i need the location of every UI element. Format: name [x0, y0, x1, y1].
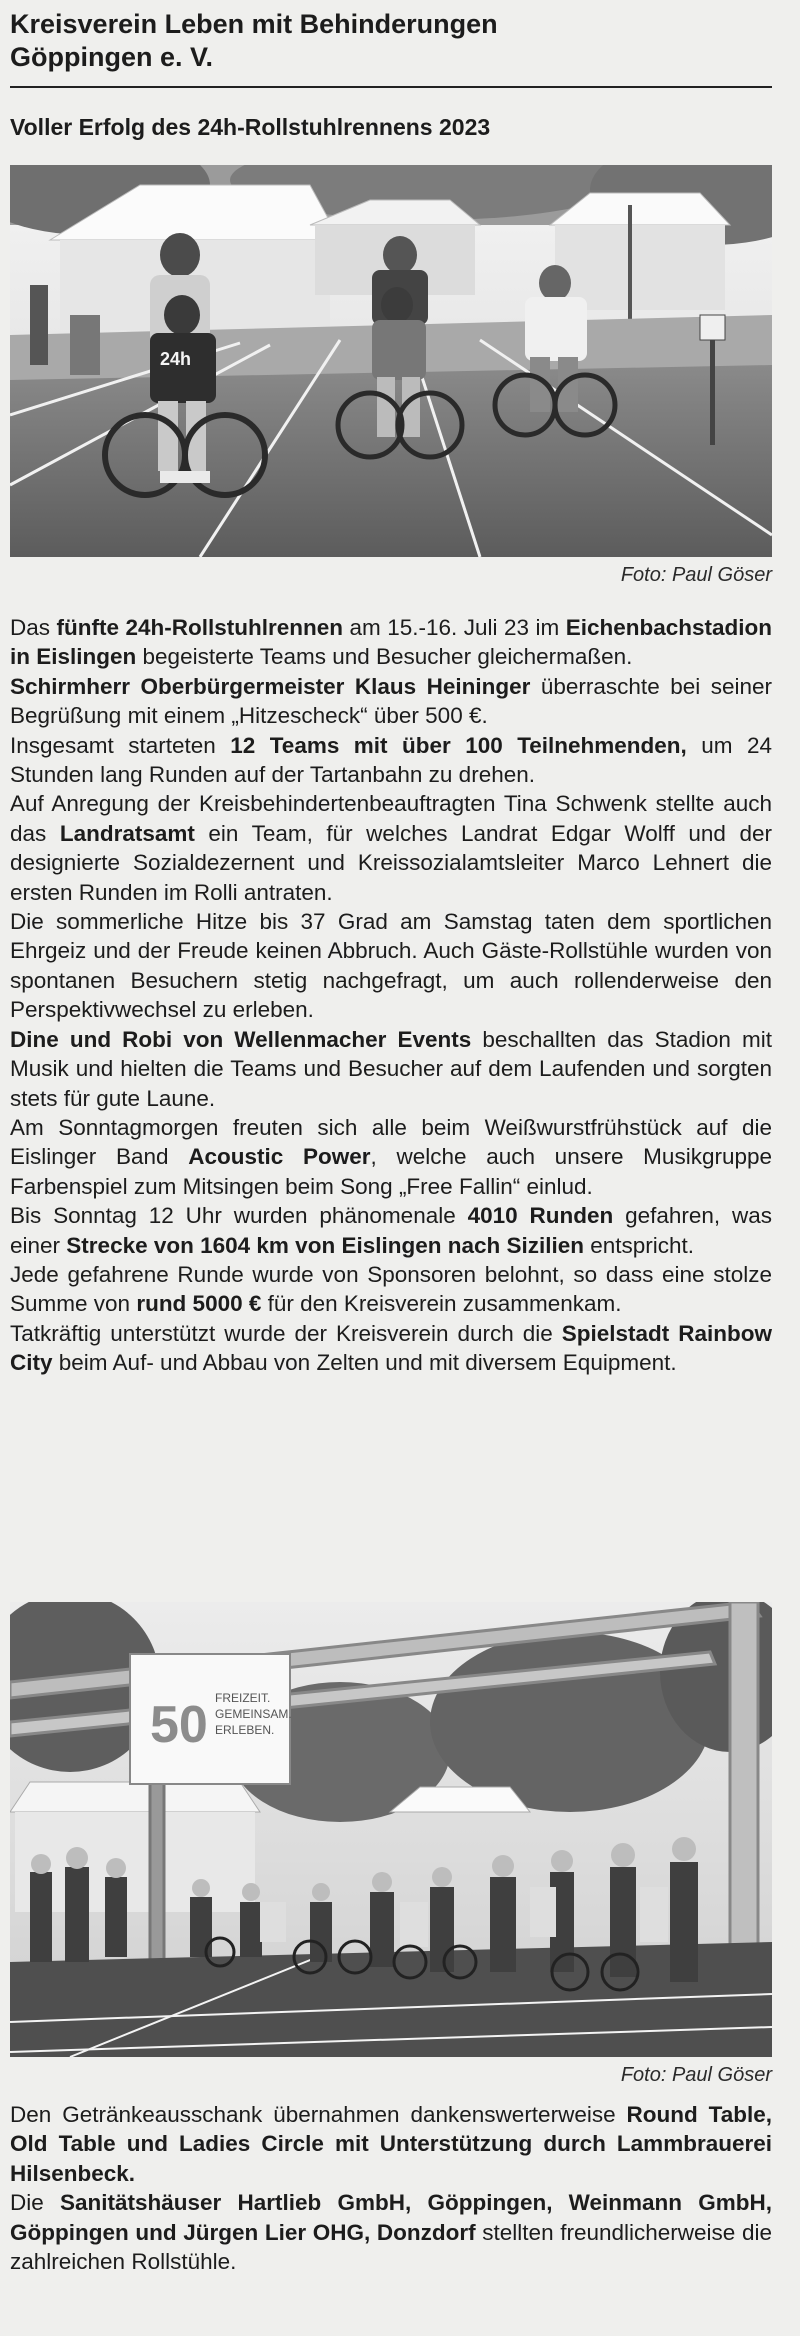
event-banner	[130, 1654, 292, 1784]
shirt-print: 24h	[160, 349, 192, 369]
paragraph-5: Die sommerliche Hitze bis 37 Grad am Samstag taten dem sportlichen Ehrgeiz und der Freude keinen Abbruch. Auch Gäste-Rollstühle wurden von spontanen Besuchern stetig nachgefragt, um auch rollenderweise den Perspektivwechsel zu erleben.	[10, 909, 772, 1023]
article-headline: Voller Erfolg des 24h-Rollstuhlrennens 2023	[10, 114, 491, 140]
paragraph-4: Auf Anregung der Kreisbehindertenbeauftragten Tina Schwenk stellte auch das Landratsamt ein Team, für welches Landrat Edgar Wolff und der designierte Sozialdezernent und Kreissozialamtsleiter Marco Lehnert die ersten Runden im Rolli antraten.	[10, 791, 773, 905]
paragraph-12: Die Sanitätshäuser Hartlieb GmbH, Göppingen, Weinmann GmbH, Göppingen und Jürgen Lier OHG, Donzdorf stellten freundlicherweise die zahlreichen Rollstühle.	[10, 2190, 772, 2275]
article-body	[10, 613, 772, 1378]
paragraph-2: Schirmherr Oberbürgermeister Klaus Heininger überraschte bei seiner Begrüßung mit einem „Hitzescheck“ über 500 €.	[10, 673, 772, 729]
banner-line1: FREIZEIT.	[215, 1691, 271, 1705]
banner-line3: ERLEBEN.	[215, 1723, 275, 1737]
photo-credit-1: Foto: Paul Göser	[620, 564, 772, 586]
banner-number: 50	[150, 1696, 208, 1754]
paragraph-9: Jede gefahrene Runde wurde von Sponsoren belohnt, so dass eine stolze Summe von rund 5000 € für den Kreisverein zusammenkam.	[10, 1261, 772, 1317]
race-photo-image	[10, 165, 772, 557]
organization-name-line1: Kreisverein Leben mit Behinderungen	[10, 9, 498, 39]
paragraph-8: Bis Sonntag 12 Uhr wurden phänomenale 4010 Runden gefahren, was einer Strecke von 1604 km von Eislingen nach Sizilien entspricht.	[10, 1203, 773, 1258]
paragraph-1: Das fünfte 24h-Rollstuhlrennen am 15.-16. Juli 23 im Eichenbachstadion in Eislingen begeisterte Teams und Besucher gleichermaßen.	[10, 615, 773, 670]
article-body-continued	[10, 2100, 772, 2276]
organization-name-line2: Göppingen e. V.	[10, 42, 214, 72]
banner-line2: GEMEINSAM.	[215, 1707, 292, 1721]
paragraph-10: Tatkräftig unterstützt wurde der Kreisverein durch die Spielstadt Rainbow City beim Auf- und Abbau von Zelten und mit diversem Equipment.	[10, 1320, 773, 1376]
paragraph-6: Dine und Robi von Wellenmacher Events beschallten das Stadion mit Musik und hielten die Teams und Besucher auf dem Laufenden und sorgten stets für gute Laune.	[10, 1026, 773, 1111]
finish-photo	[10, 1602, 772, 2057]
paragraph-11: Den Getränkeausschank übernahmen dankenswerterweise Round Table, Old Table und Ladies Circle mit Unterstützung durch Lammbrauerei Hilsenbeck.	[10, 2102, 773, 2186]
photo-credit-2: Foto: Paul Göser	[620, 2064, 772, 2086]
paragraph-3: Insgesamt starteten 12 Teams mit über 100 Teilnehmenden, um 24 Stunden lang Runden auf der Tartanbahn zu drehen.	[10, 732, 772, 788]
race-photo	[10, 165, 772, 557]
header-divider	[10, 86, 772, 88]
paragraph-7: Am Sonntagmorgen freuten sich alle beim Weißwurstfrühstück auf die Eislinger Band Acoustic Power, welche auch unsere Musikgruppe Farbenspiel zum Mitsingen beim Song „Free Fallin“ einlud.	[10, 1114, 772, 1199]
finish-photo-image	[10, 1602, 772, 2057]
organization-title	[10, 8, 770, 74]
